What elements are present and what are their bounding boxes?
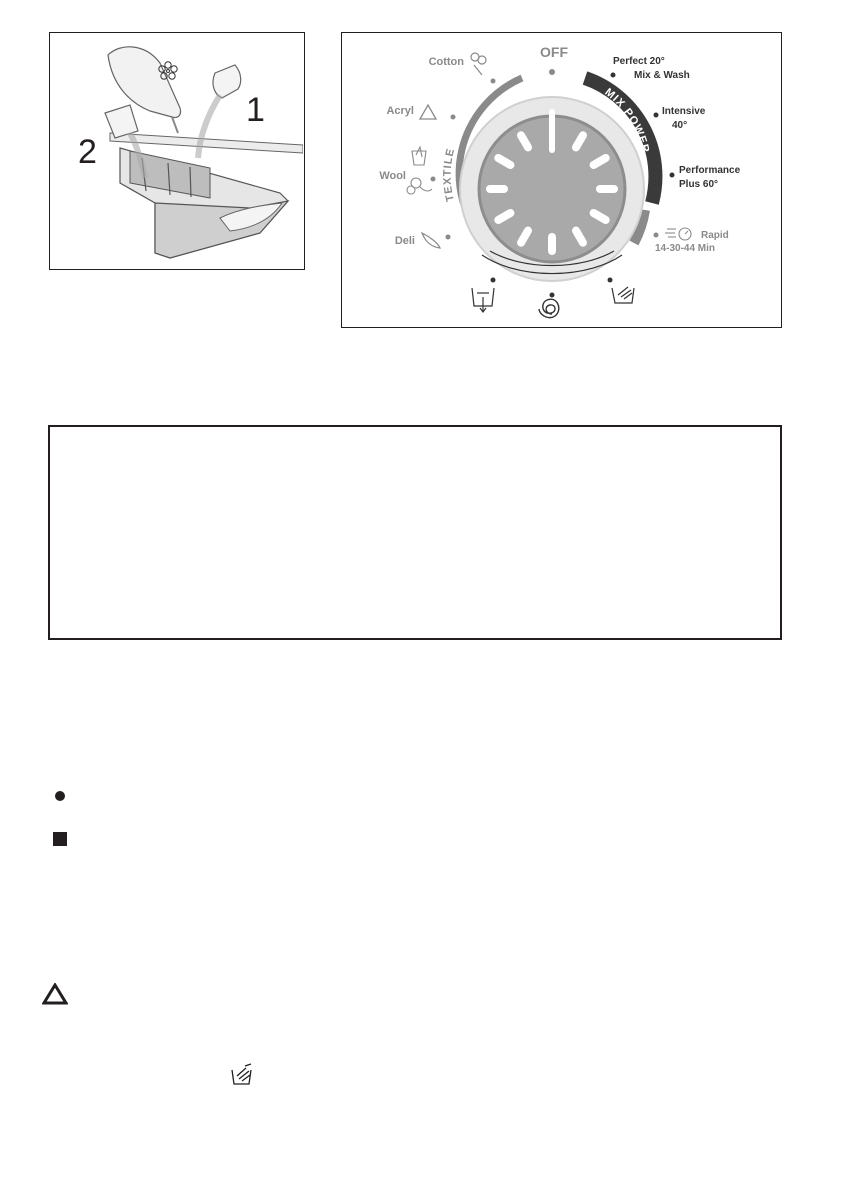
program-performance-line1: Performance xyxy=(679,165,741,176)
program-perfect20-line2: Mix & Wash xyxy=(634,70,690,81)
program-perfect20-line1: Perfect 20° xyxy=(613,56,665,67)
cotton-icon xyxy=(471,53,486,75)
program-off-label: OFF xyxy=(540,44,568,60)
program-intensive-line1: Intensive xyxy=(662,106,706,117)
bullet-circle-icon xyxy=(55,791,65,801)
step-2-label: 2 xyxy=(78,133,97,171)
program-deli-label: Deli xyxy=(394,235,415,247)
bullet-square-icon xyxy=(53,832,67,846)
warning-triangle-icon xyxy=(42,983,68,1005)
program-rapid-line1: Rapid xyxy=(701,230,729,241)
knob-pointer xyxy=(549,109,555,153)
detergent-drawer-figure xyxy=(49,32,305,270)
spin-icon xyxy=(539,299,559,317)
program-rapid-line2: 14-30-44 Min xyxy=(655,243,716,254)
program-dial-illustration xyxy=(342,33,780,326)
info-box xyxy=(48,425,782,640)
wool-icon xyxy=(407,147,432,194)
rinse-icon xyxy=(612,287,634,303)
program-performance-line2: Plus 60° xyxy=(679,179,719,190)
mixpower-arc-label: MIX POWER xyxy=(602,86,652,155)
step-1-label: 1 xyxy=(246,91,265,129)
svg-text:TEXTILE xyxy=(442,147,458,203)
program-cotton-label: Cotton xyxy=(428,56,464,68)
program-dial-figure xyxy=(341,32,782,328)
delicate-feather-icon xyxy=(422,233,440,248)
rapid-stopwatch-icon xyxy=(665,228,691,240)
detergent-drawer-illustration xyxy=(50,33,303,268)
program-wool-label: Wool xyxy=(379,170,406,182)
acryl-triangle-icon xyxy=(420,105,436,119)
program-intensive-line2: 40° xyxy=(672,120,688,131)
textile-arc-label: TEXTILE xyxy=(441,146,458,203)
program-acryl-label: Acryl xyxy=(386,105,414,117)
rinse-spray-icon xyxy=(229,1062,255,1086)
drain-icon xyxy=(472,288,494,312)
